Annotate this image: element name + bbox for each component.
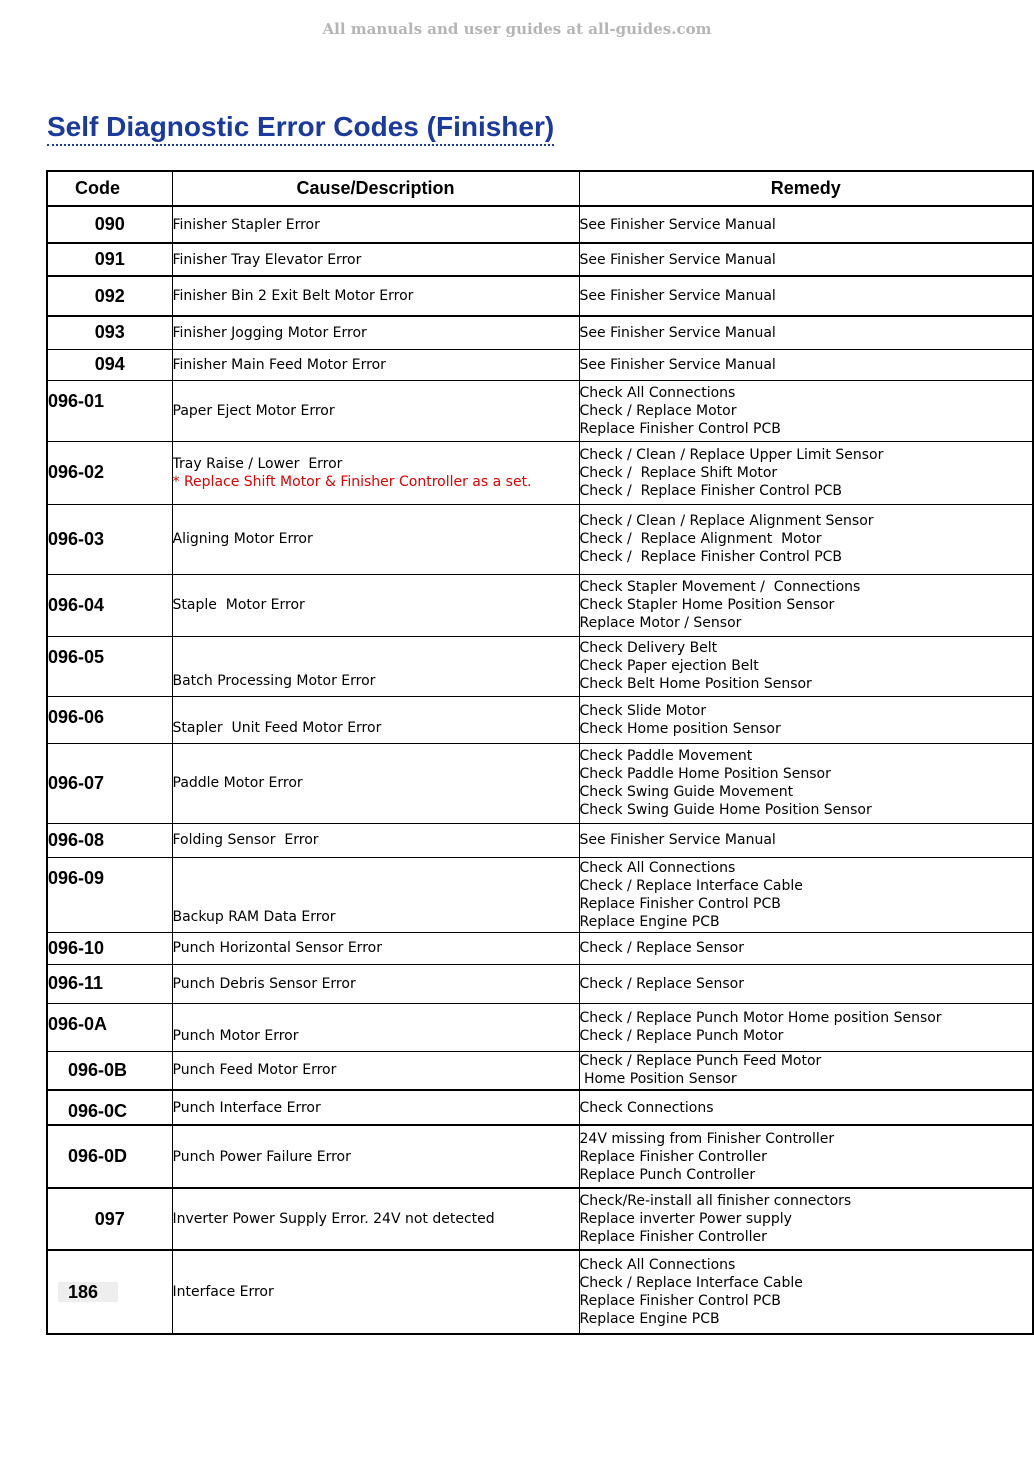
cause-text: Inverter Power Supply Error. 24V not detected	[172, 1211, 495, 1227]
error-code: 096-0A	[48, 1013, 108, 1034]
remedy-line: Check Delivery Belt	[579, 640, 718, 656]
remedy-line: Check Stapler Home Position Sensor	[579, 597, 835, 613]
table-row	[47, 206, 1033, 243]
error-code-cell	[47, 574, 172, 636]
error-code-cell	[47, 441, 172, 504]
table-row	[47, 276, 1033, 316]
error-code-cell	[47, 1003, 172, 1051]
cause-text: Staple Motor Error	[172, 597, 305, 613]
table-body	[47, 206, 1033, 1334]
cause-cell	[172, 1090, 579, 1125]
remedy-cell	[579, 1051, 1033, 1090]
remedy-cell	[579, 206, 1033, 243]
error-code: 096-07	[48, 772, 105, 793]
cause-text: Punch Motor Error	[172, 1027, 299, 1044]
error-code-cell	[47, 504, 172, 574]
cause-cell	[172, 636, 579, 696]
page-title: Self Diagnostic Error Codes (Finisher)	[47, 110, 554, 146]
remedy-line: Check Swing Guide Home Position Sensor	[579, 802, 872, 818]
remedy-line: Replace Finisher Controller	[579, 1148, 767, 1165]
error-code-cell	[47, 1125, 172, 1188]
remedy-line: Check / Replace Sensor	[579, 975, 744, 992]
remedy-line: Check / Replace Punch Motor	[579, 1028, 784, 1044]
table-row	[47, 636, 1033, 696]
remedy-cell	[579, 504, 1033, 574]
error-code: 090	[94, 214, 125, 234]
remedy-cell	[579, 316, 1033, 349]
error-code: 096-08	[48, 829, 105, 850]
error-code-cell	[47, 696, 172, 743]
cause-text: Interface Error	[172, 1284, 274, 1300]
error-codes-table	[46, 170, 1034, 1335]
cause-cell	[172, 1003, 579, 1051]
cause-text: Aligning Motor Error	[172, 531, 313, 547]
error-code: 093	[94, 322, 125, 343]
remedy-line: Check All Connections	[579, 384, 736, 401]
remedy-line: Check / Replace Finisher Control PCB	[579, 482, 843, 499]
table-row	[47, 504, 1033, 574]
cause-cell	[172, 1250, 579, 1334]
cause-text: Punch Power Failure Error	[172, 1148, 351, 1165]
cause-text: Finisher Tray Elevator Error	[172, 251, 362, 268]
remedy-line: Home Position Sensor	[579, 1071, 737, 1088]
remedy-line: Check Paddle Home Position Sensor	[579, 766, 831, 782]
table-row	[47, 1051, 1033, 1090]
remedy-line: Check / Clean / Replace Upper Limit Sensor	[579, 446, 884, 463]
remedy-line: Check / Replace Punch Motor Home position Sensor	[579, 1010, 942, 1026]
header-code: Code	[47, 171, 172, 206]
error-code-cell	[47, 206, 172, 243]
header-cause: Cause/Description	[172, 171, 579, 206]
remedy-line: Replace Finisher Controller	[579, 1229, 767, 1245]
table-row	[47, 964, 1033, 1003]
table-row	[47, 243, 1033, 276]
remedy-line: Replace Punch Controller	[579, 1166, 756, 1183]
cause-cell	[172, 574, 579, 636]
cause-cell	[172, 857, 579, 932]
remedy-cell	[579, 857, 1033, 932]
table-row	[47, 823, 1033, 857]
remedy-line: See Finisher Service Manual	[579, 356, 776, 373]
error-code-cell	[47, 243, 172, 276]
error-code: 096-0D	[68, 1146, 128, 1166]
error-code: 096-03	[48, 528, 105, 549]
error-code: 092	[94, 285, 125, 306]
cause-text: Finisher Bin 2 Exit Belt Motor Error	[172, 288, 414, 304]
cause-text: Punch Interface Error	[172, 1099, 321, 1116]
error-code: 096-0C	[68, 1101, 128, 1121]
remedy-cell	[579, 964, 1033, 1003]
cause-cell	[172, 743, 579, 823]
cause-text: Finisher Stapler Error	[172, 216, 320, 233]
error-code: 096-10	[48, 937, 105, 958]
error-code-cell	[47, 743, 172, 823]
cause-text: Backup RAM Data Error	[172, 908, 336, 925]
error-code: 091	[94, 249, 125, 269]
remedy-line: Check Slide Motor	[579, 702, 707, 719]
remedy-line: See Finisher Service Manual	[579, 288, 776, 304]
cause-cell	[172, 823, 579, 857]
table-row	[47, 574, 1033, 636]
remedy-cell	[579, 1003, 1033, 1051]
remedy-cell	[579, 574, 1033, 636]
cause-cell	[172, 316, 579, 349]
remedy-line: Replace Engine PCB	[579, 913, 720, 930]
error-code: 096-0B	[68, 1059, 128, 1080]
cause-cell	[172, 349, 579, 380]
error-code-cell	[47, 857, 172, 932]
cause-text: Punch Debris Sensor Error	[172, 975, 356, 992]
cause-cell	[172, 380, 579, 441]
remedy-line: See Finisher Service Manual	[579, 324, 776, 341]
remedy-line: Check / Replace Motor	[579, 402, 737, 419]
remedy-cell	[579, 696, 1033, 743]
remedy-line: See Finisher Service Manual	[579, 251, 776, 268]
cause-cell	[172, 504, 579, 574]
table-row	[47, 1090, 1033, 1125]
cause-text: Tray Raise / Lower Error	[172, 455, 343, 472]
table-row	[47, 743, 1033, 823]
remedy-cell	[579, 349, 1033, 380]
remedy-cell	[579, 823, 1033, 857]
table-header-row	[47, 171, 1033, 206]
cause-cell	[172, 243, 579, 276]
remedy-cell	[579, 636, 1033, 696]
remedy-line: Check Belt Home Position Sensor	[579, 676, 812, 692]
table-row	[47, 349, 1033, 380]
remedy-line: Replace Finisher Control PCB	[579, 895, 781, 912]
table-row	[47, 696, 1033, 743]
cause-cell	[172, 696, 579, 743]
error-code: 096-02	[48, 462, 105, 482]
error-code-cell	[47, 316, 172, 349]
error-code: 096-05	[48, 646, 105, 667]
header-remedy: Remedy	[579, 171, 1033, 206]
remedy-cell	[579, 1125, 1033, 1188]
remedy-line: Check/Re-install all finisher connectors	[579, 1193, 852, 1209]
remedy-line: Replace Finisher Control PCB	[579, 1293, 781, 1309]
error-code-cell	[47, 636, 172, 696]
remedy-line: Replace Finisher Control PCB	[579, 420, 781, 437]
remedy-line: Replace inverter Power supply	[579, 1211, 792, 1227]
cause-text: Punch Feed Motor Error	[172, 1062, 337, 1079]
remedy-line: Check / Replace Punch Feed Motor	[579, 1053, 822, 1070]
error-code: 096-04	[48, 594, 105, 615]
cause-cell	[172, 441, 579, 504]
error-code-cell	[47, 1090, 172, 1125]
table-row	[47, 441, 1033, 504]
remedy-line: See Finisher Service Manual	[579, 832, 776, 848]
table-row	[47, 380, 1033, 441]
remedy-line: Check Swing Guide Movement	[579, 784, 794, 800]
remedy-line: Check Stapler Movement / Connections	[579, 579, 861, 595]
remedy-line: Check / Replace Alignment Motor	[579, 531, 822, 547]
table-row	[47, 1125, 1033, 1188]
cause-text: Stapler Unit Feed Motor Error	[172, 719, 382, 736]
remedy-cell	[579, 743, 1033, 823]
error-code-cell	[47, 964, 172, 1003]
remedy-cell	[579, 1250, 1033, 1334]
error-code-cell	[47, 349, 172, 380]
remedy-cell	[579, 1090, 1033, 1125]
remedy-line: See Finisher Service Manual	[579, 216, 776, 233]
remedy-line: Check / Replace Interface Cable	[579, 877, 803, 894]
remedy-line: Check All Connections	[579, 1257, 736, 1273]
remedy-line: Check Paper ejection Belt	[579, 658, 759, 674]
remedy-line: Check / Replace Shift Motor	[579, 464, 778, 481]
remedy-cell	[579, 932, 1033, 964]
remedy-line: Check / Replace Finisher Control PCB	[579, 549, 843, 565]
remedy-line: Check Paddle Movement	[579, 748, 753, 764]
error-code-cell	[47, 932, 172, 964]
cause-cell	[172, 964, 579, 1003]
cause-cell	[172, 276, 579, 316]
cause-text: Folding Sensor Error	[172, 832, 319, 848]
cause-text: Paddle Motor Error	[172, 775, 303, 791]
error-code: 094	[94, 354, 125, 374]
table-row	[47, 857, 1033, 932]
table-row	[47, 932, 1033, 964]
cause-text: Punch Horizontal Sensor Error	[172, 940, 382, 956]
cause-cell	[172, 1051, 579, 1090]
remedy-line: Check Home position Sensor	[579, 720, 781, 737]
remedy-cell	[579, 380, 1033, 441]
remedy-cell	[579, 243, 1033, 276]
remedy-line: Replace Motor / Sensor	[579, 615, 742, 631]
cause-text: Paper Eject Motor Error	[172, 402, 335, 419]
cause-cell	[172, 932, 579, 964]
error-code-cell	[47, 1250, 172, 1334]
remedy-line: Check Connections	[579, 1099, 714, 1116]
remedy-line: Check All Connections	[579, 859, 736, 876]
remedy-cell	[579, 276, 1033, 316]
error-code-cell	[47, 823, 172, 857]
error-code: 097	[94, 1208, 125, 1229]
error-code: 096-06	[48, 706, 105, 727]
cause-cell	[172, 1125, 579, 1188]
cause-note: * Replace Shift Motor & Finisher Controller as a set.	[172, 473, 532, 490]
error-code: 096-11	[48, 973, 104, 993]
cause-cell	[172, 1188, 579, 1250]
remedy-cell	[579, 441, 1033, 504]
error-code-cell	[47, 1051, 172, 1090]
error-code-cell	[47, 276, 172, 316]
error-code-cell	[47, 1188, 172, 1250]
remedy-line: 24V missing from Finisher Controller	[579, 1130, 835, 1147]
error-code: 096-09	[48, 867, 105, 888]
remedy-line: Replace Engine PCB	[579, 1311, 720, 1327]
table-row	[47, 1003, 1033, 1051]
error-code: 186	[58, 1282, 118, 1302]
cause-text: Finisher Main Feed Motor Error	[172, 356, 386, 373]
remedy-line: Check / Replace Sensor	[579, 940, 744, 956]
error-code: 096-01	[48, 390, 105, 411]
table-row	[47, 316, 1033, 349]
watermark: All manuals and user guides at all-guides.com	[322, 20, 712, 38]
cause-text: Finisher Jogging Motor Error	[172, 324, 367, 341]
cause-text: Batch Processing Motor Error	[172, 672, 376, 689]
remedy-cell	[579, 1188, 1033, 1250]
cause-cell	[172, 206, 579, 243]
table-row	[47, 1188, 1033, 1250]
remedy-line: Check / Clean / Replace Alignment Sensor	[579, 513, 874, 529]
table-row	[47, 1250, 1033, 1334]
error-code-cell	[47, 380, 172, 441]
remedy-line: Check / Replace Interface Cable	[579, 1275, 803, 1291]
